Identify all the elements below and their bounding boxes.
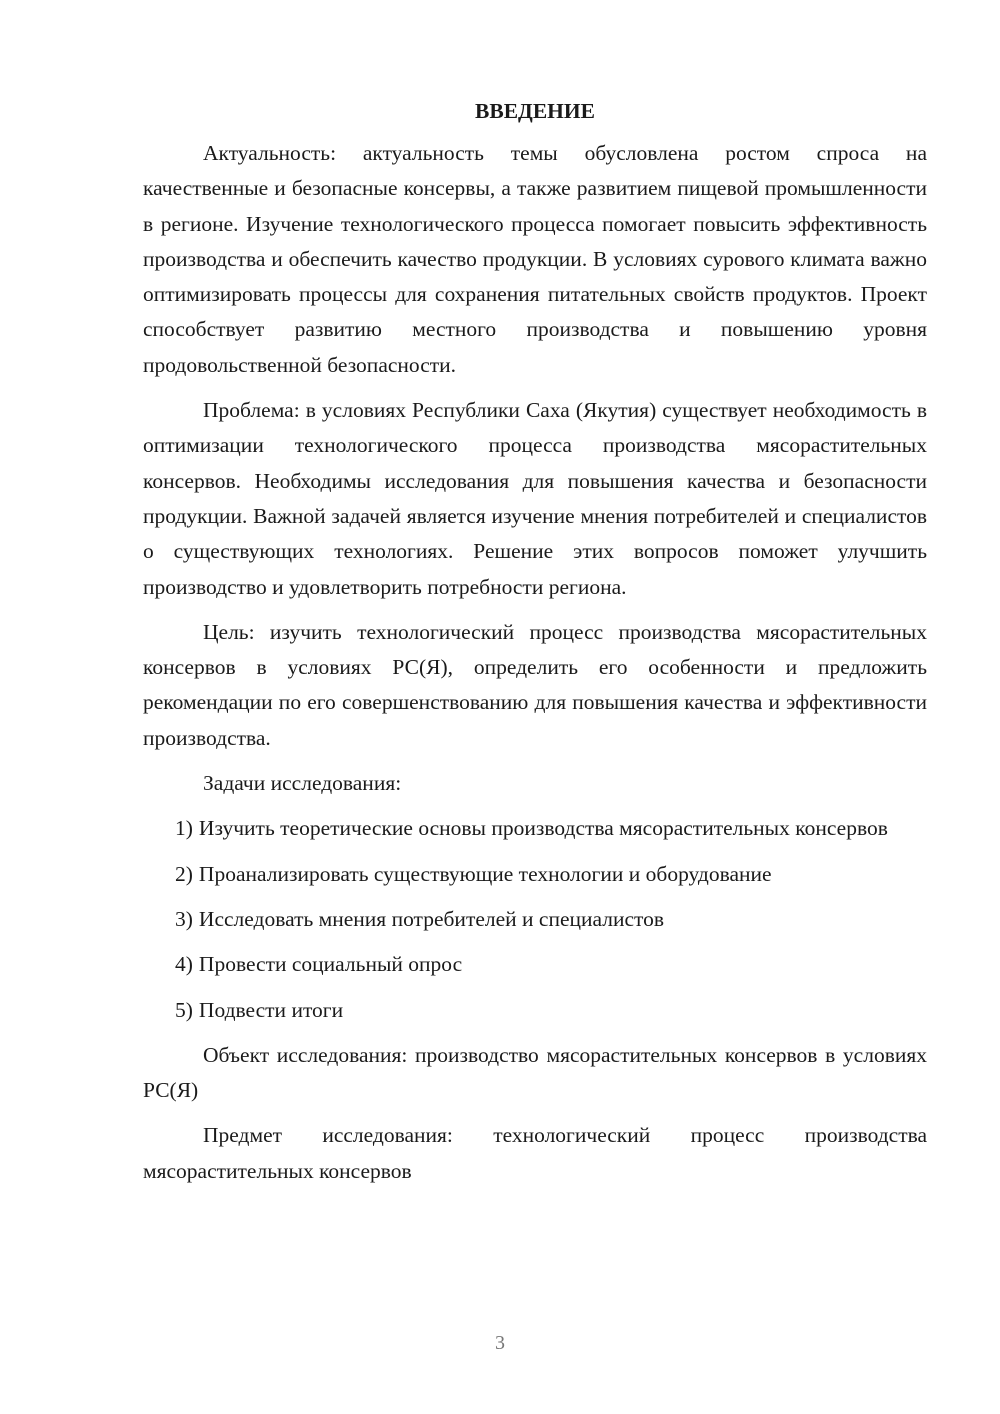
list-item [143, 857, 927, 892]
page-title: ВВЕДЕНИЕ [475, 99, 595, 123]
list-item-text: Подвести итоги [198, 997, 344, 1022]
paragraph-relevance: Актуальность: актуальность темы обусловлена ростом спроса на качественные и безопасные консервы, а также развитием пищевой промышленности в регионе. Изучение технологического процесса помогает повысить эффективность производства и обеспечить качество продукции. В условиях сурового климата важно оптимизировать процессы для сохранения питательных свойств продуктов. Проект способствует развитию местного производства и повышению уровня продовольственной безопасности. [143, 141, 927, 377]
list-item [143, 811, 927, 846]
paragraph-object: Объект исследования: производство мясорастительных консервов в условиях РС(Я) [143, 1042, 927, 1103]
paragraph-subject: Предмет исследования: технологический процесс производства мясорастительных консервов [143, 1123, 927, 1183]
tasks-heading: Задачи исследования: [203, 771, 402, 796]
paragraph-goal: Цель: изучить технологический процесс производства мясорастительных консервов в условиях РС(Я), определить его особенности и предложить рекомендации по его совершенствованию для повышения качества и эффективности производства. [143, 619, 927, 750]
list-item-text: Проанализировать существующие технологии и оборудование [198, 861, 772, 886]
list-item-number: 3) [175, 906, 193, 931]
list-item [143, 947, 927, 982]
page-content [143, 95, 927, 1199]
paragraph-problem: Проблема: в условиях Республики Саха (Якутия) существует необходимость в оптимизации технологического процесса производства мясорастительных консервов. Необходимы исследования для повышения качества и безопасности продукции. Важной задачей является изучение мнения потребителей и специалистов о существующих технологиях. Решение этих вопросов поможет улучшить производство и удовлетворить потребности региона. [143, 398, 927, 599]
list-item [143, 902, 927, 937]
list-item-text: Провести социальный опрос [198, 952, 463, 977]
list-item-number: 2) [175, 861, 193, 886]
list-item-number: 4) [175, 952, 193, 977]
tasks-list [143, 811, 927, 1027]
page-number: 3 [495, 1332, 505, 1354]
list-item-text: Изучить теоретические основы производства мясорастительных консервов [198, 816, 888, 841]
list-item [143, 993, 927, 1028]
list-item-number: 1) [175, 816, 193, 841]
list-item-text: Исследовать мнения потребителей и специалистов [198, 906, 665, 931]
list-item-number: 5) [175, 997, 193, 1022]
